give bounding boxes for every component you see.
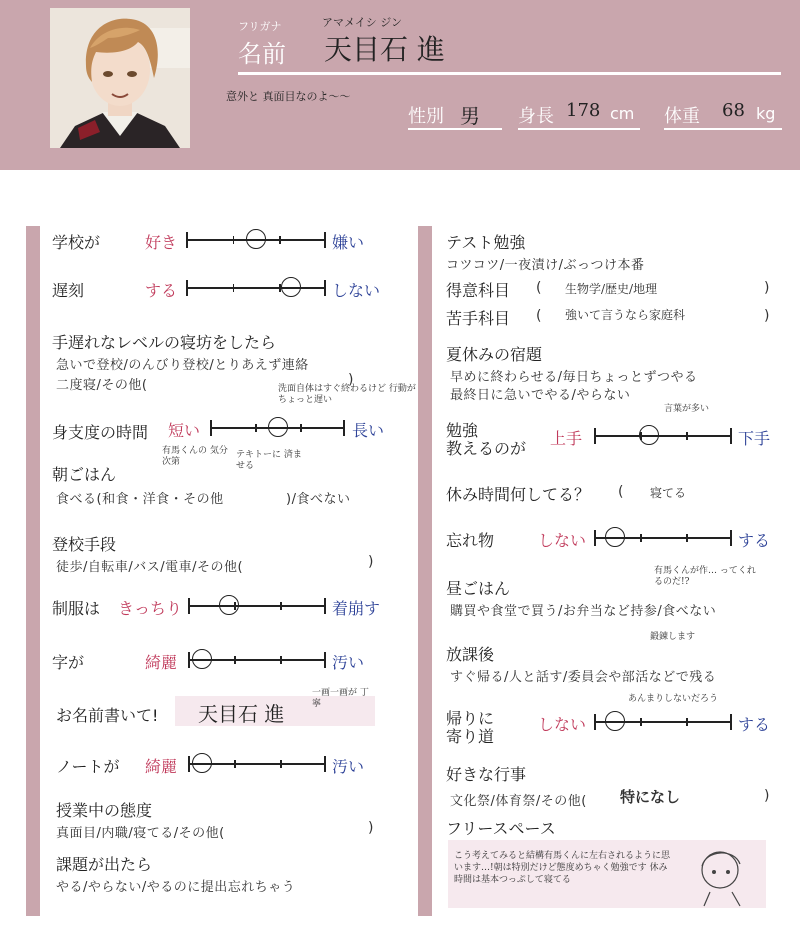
scale-mark — [268, 417, 288, 437]
scale-end-right — [730, 428, 732, 444]
scale-end-left — [594, 714, 596, 730]
scale-mark — [605, 711, 625, 731]
notebook-right: 汚い — [332, 757, 365, 776]
good-open: ( — [536, 280, 542, 296]
breakfast-options: 食べる(和食・洋食・その他 — [56, 492, 224, 507]
events-value: 特になし — [620, 788, 681, 806]
late-left: する — [145, 281, 178, 300]
prep-note: 洗面自体はすぐ終わるけど 行動がちょっと遅い — [278, 384, 416, 405]
breakfast-close: )/食べない — [286, 492, 351, 507]
scale-end-right — [343, 420, 345, 436]
scale-mark — [246, 229, 266, 249]
oversleep-options-1: 急いで登校/のんびり登校/とりあえず連絡 — [56, 358, 309, 373]
lunch-note: 有馬くんが作… ってくれるのだ!? — [654, 566, 756, 587]
gender-underline — [408, 128, 502, 130]
q-homework: 課題が出たら — [56, 855, 153, 874]
detour-note: あんまりしないだろう — [628, 694, 719, 704]
notebook-scale — [188, 756, 326, 772]
break-open: ( — [618, 484, 624, 500]
weight-field — [664, 100, 782, 128]
q-test: テスト勉強 — [446, 233, 526, 252]
scale-end-right — [730, 714, 732, 730]
height-label: 身長 — [518, 106, 554, 127]
height-value: 178 — [566, 100, 601, 121]
header-note: 意外と 真面目なのよ〜〜 — [226, 90, 351, 103]
late-right: しない — [332, 281, 381, 300]
q-summer: 夏休みの宿題 — [446, 345, 543, 364]
scale-end-left — [186, 280, 188, 296]
q-teach-2: 教えるのが — [446, 439, 527, 458]
scale-mark — [192, 753, 212, 773]
weight-value: 68 — [722, 100, 745, 121]
uniform-right: 着崩す — [332, 599, 381, 618]
handwriting-left: 綺麗 — [145, 653, 178, 672]
forget-left: しない — [538, 531, 587, 550]
scale-tick — [280, 760, 282, 768]
break-value: 寝てる — [650, 486, 687, 500]
right-side-bar — [418, 226, 432, 916]
q-forget: 忘れ物 — [446, 531, 495, 550]
commute-options: 徒歩/自転車/バス/電車/その他( — [56, 560, 244, 575]
breakfast-note-1: 有馬くんの 気分次第 — [162, 446, 228, 467]
scale-tick — [233, 236, 235, 244]
q-detour-1: 帰りに — [446, 709, 495, 728]
lunch-options: 購買や食堂で買う/お弁当など持参/食べない — [450, 604, 717, 619]
bad-close: ) — [764, 308, 770, 324]
scale-end-right — [324, 756, 326, 772]
prep-scale — [210, 420, 345, 436]
detour-scale — [594, 714, 732, 730]
scale-tick — [233, 284, 235, 292]
gender-value: 男 — [460, 104, 480, 128]
handwriting-right: 汚い — [332, 653, 365, 672]
q-teach-1: 勉強 — [446, 421, 479, 440]
name-label: 名前 — [238, 40, 286, 68]
detour-left: しない — [538, 715, 587, 734]
q-detour-2: 寄り道 — [446, 727, 495, 746]
scale-end-right — [324, 652, 326, 668]
scale-bar — [186, 287, 326, 289]
q-after: 放課後 — [446, 645, 495, 664]
uniform-left: きっちり — [118, 599, 183, 618]
scale-tick — [280, 602, 282, 610]
weight-unit: kg — [756, 104, 776, 123]
homework-options: やる/やらない/やるのに提出忘れちゃう — [56, 880, 296, 895]
attitude-close: ) — [368, 820, 374, 836]
q-prep: 身支度の時間 — [52, 423, 149, 442]
good-close: ) — [764, 280, 770, 296]
q-notebook: ノートが — [56, 757, 120, 776]
events-close: ) — [764, 788, 770, 804]
scale-end-right — [324, 232, 326, 248]
events-options: 文化祭/体育祭/その他( — [450, 794, 587, 809]
write-name-note: 一画一画が 丁寧 — [312, 688, 369, 709]
q-free: フリースペース — [446, 819, 556, 838]
profile-header — [0, 0, 800, 170]
forget-scale — [594, 530, 732, 546]
scale-end-left — [186, 232, 188, 248]
furigana-label: フリガナ — [238, 20, 282, 33]
scale-bar — [188, 605, 326, 607]
scale-tick — [686, 432, 688, 440]
weight-label: 体重 — [664, 106, 700, 127]
q-events: 好きな行事 — [446, 765, 527, 784]
q-school: 学校が — [52, 233, 101, 252]
scale-end-left — [594, 428, 596, 444]
school-right: 嫌い — [332, 233, 365, 252]
scale-tick — [280, 656, 282, 664]
scale-end-right — [730, 530, 732, 546]
scale-bar — [594, 435, 732, 437]
after-options: すぐ帰る/人と話す/委員会や部活などで残る — [450, 670, 717, 685]
commute-close: ) — [368, 554, 374, 570]
scale-mark — [281, 277, 301, 297]
scale-tick — [640, 718, 642, 726]
scale-mark — [219, 595, 239, 615]
scale-mark — [192, 649, 212, 669]
breakfast-note-2: テキトーに 済ませる — [236, 450, 302, 471]
q-good-subject: 得意科目 — [446, 281, 511, 300]
scale-end-left — [594, 530, 596, 546]
scale-end-right — [324, 598, 326, 614]
q-bad-subject: 苦手科目 — [446, 309, 511, 328]
character-portrait — [50, 8, 190, 148]
oversleep-options-2: 二度寝/その他( — [56, 378, 148, 393]
q-break: 休み時間何してる？ — [446, 485, 591, 504]
teach-note: 言葉が多い — [664, 404, 710, 414]
good-subject-value: 生物学/歴史/地理 — [565, 282, 658, 296]
scale-end-left — [188, 598, 190, 614]
test-options: コツコツ/一夜漬け/ぶっつけ本番 — [446, 258, 645, 273]
height-underline — [518, 128, 640, 130]
q-uniform: 制服は — [52, 599, 101, 618]
name-underline — [238, 72, 781, 75]
scale-end-left — [210, 420, 212, 436]
name-reading: アマメイシ ジン — [322, 16, 403, 29]
oversleep-close: ) — [348, 372, 354, 388]
q-write-name: お名前書いて! — [56, 706, 159, 725]
scale-end-left — [188, 652, 190, 668]
q-attitude: 授業中の態度 — [56, 801, 153, 820]
q-lunch: 昼ごはん — [446, 579, 511, 598]
teach-right: 下手 — [738, 429, 771, 448]
scale-tick — [234, 656, 236, 664]
scale-mark — [605, 527, 625, 547]
height-unit: cm — [610, 104, 635, 123]
scale-tick — [640, 534, 642, 542]
prep-right: 長い — [352, 421, 385, 440]
scale-tick — [234, 760, 236, 768]
height-field — [518, 100, 640, 128]
q-late: 遅刻 — [52, 281, 85, 300]
after-note: 鍛錬します — [650, 632, 696, 642]
teach-scale — [594, 428, 732, 444]
prep-left: 短い — [168, 421, 201, 440]
handwriting-scale — [188, 652, 326, 668]
forget-right: する — [738, 531, 771, 550]
scale-end-right — [324, 280, 326, 296]
scale-tick — [300, 424, 302, 432]
scale-mark — [639, 425, 659, 445]
scale-end-left — [188, 756, 190, 772]
notebook-left: 綺麗 — [145, 757, 178, 776]
scale-tick — [255, 424, 257, 432]
summer-options-1: 早めに終わらせる/毎日ちょっとずつやる — [450, 370, 698, 385]
teach-left: 上手 — [550, 429, 583, 448]
free-space-text: こう考えてみると結構有馬くんに左右されるように思います…!朝は特別だけど態度めちゃく勉強です 休み時間は基本つっぷして寝てる — [454, 851, 671, 885]
bad-subject-value: 強いて言うなら家庭科 — [565, 308, 686, 322]
gender-field — [408, 100, 502, 128]
bad-open: ( — [536, 308, 542, 324]
uniform-scale — [188, 598, 326, 614]
scale-tick — [686, 534, 688, 542]
summer-options-2: 最終日に急いでやる/やらない — [450, 388, 631, 403]
school-left: 好き — [145, 233, 178, 252]
q-breakfast: 朝ごはん — [52, 465, 117, 484]
q-oversleep: 手遅れなレベルの寝坊をしたら — [52, 333, 277, 352]
name-value: 天目石 進 — [324, 33, 445, 66]
gender-label: 性別 — [408, 106, 444, 127]
write-name-value: 天目石 進 — [198, 702, 285, 726]
scale-tick — [279, 236, 281, 244]
left-side-bar — [26, 226, 40, 916]
q-handwriting: 字が — [52, 653, 85, 672]
weight-underline — [664, 128, 782, 130]
late-scale — [186, 280, 326, 296]
school-scale — [186, 232, 326, 248]
scale-tick — [686, 718, 688, 726]
attitude-options: 真面目/内職/寝てる/その他( — [56, 826, 225, 841]
detour-right: する — [738, 715, 771, 734]
q-commute: 登校手段 — [52, 535, 117, 554]
